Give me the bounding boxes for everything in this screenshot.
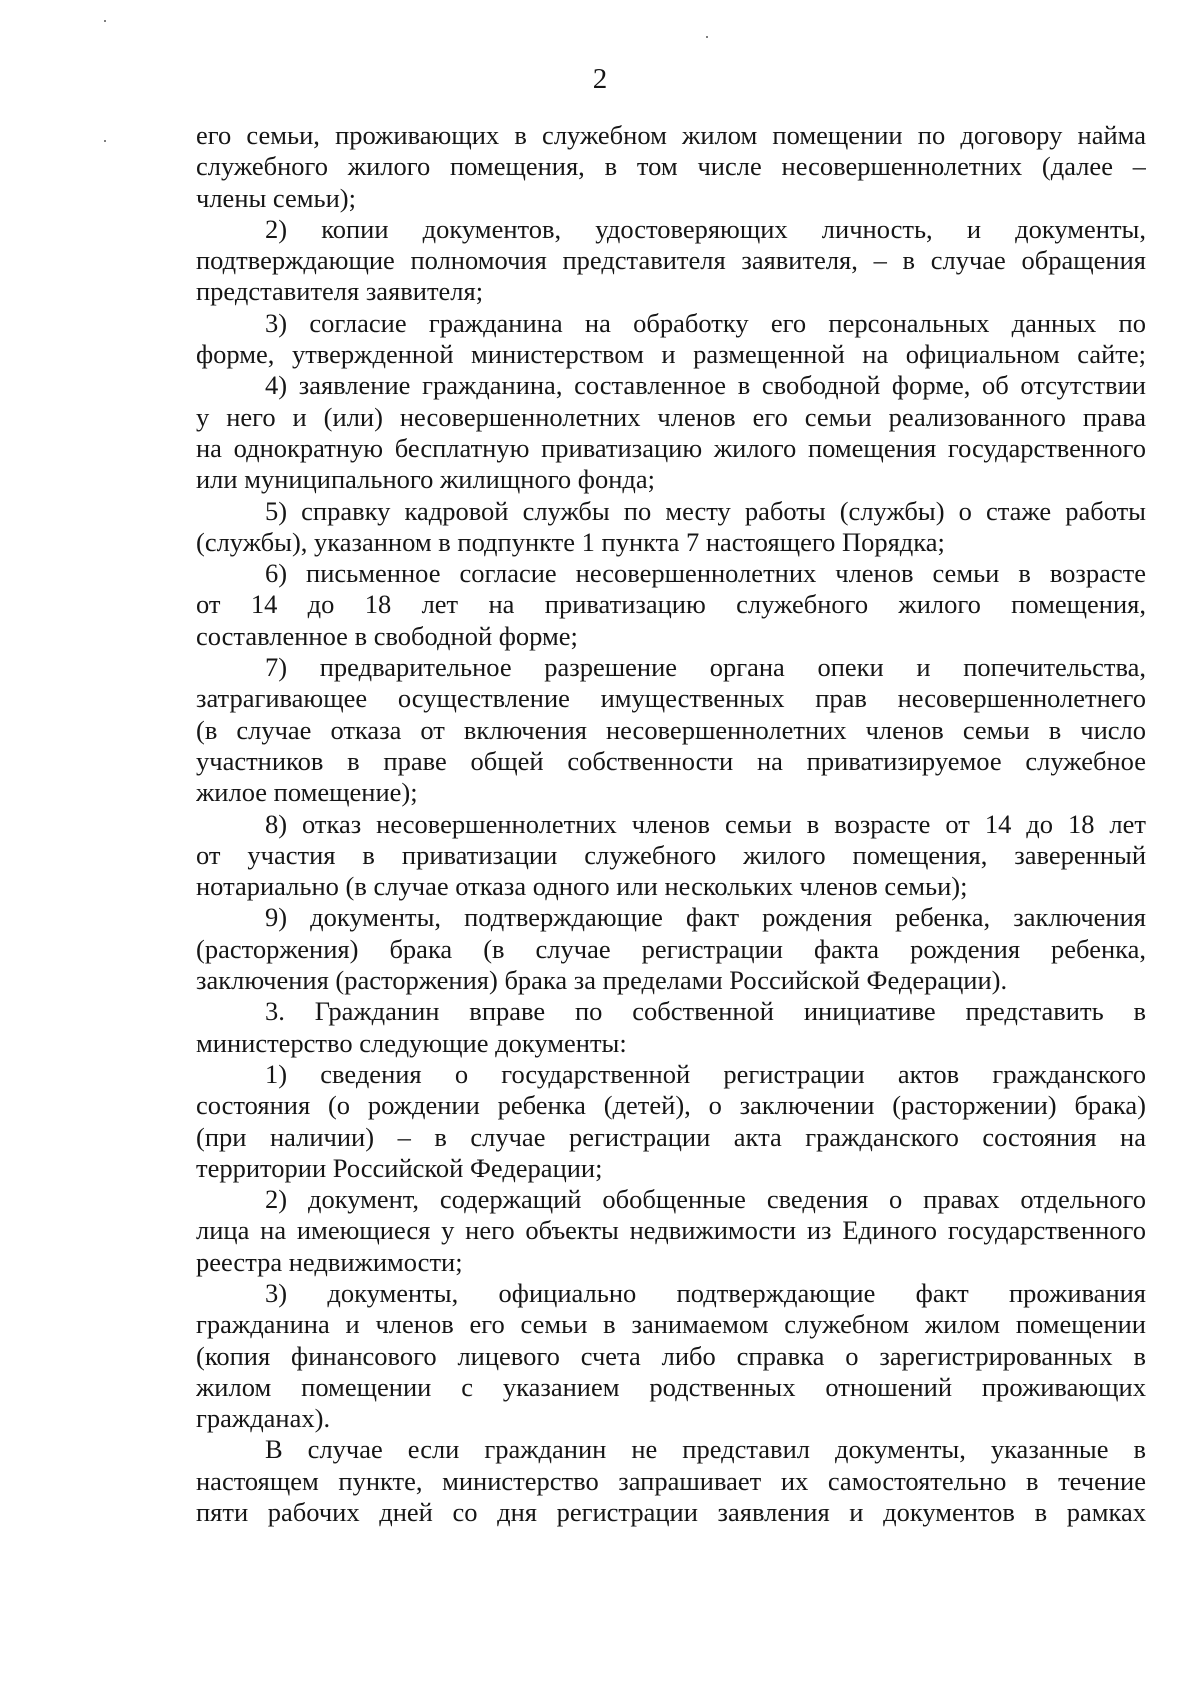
scan-speck	[706, 36, 708, 38]
text-line: его семьи, проживающих в служебном жилом помещении по договору найма	[196, 120, 1146, 150]
text-line: от участия в приватизации служебного жилого помещения, заверенный	[196, 839, 1146, 870]
text-line: жилом помещении с указанием родственных отношений проживающих	[196, 1371, 1146, 1402]
text-line: 8) отказ несовершеннолетних членов семьи в возрасте от 14 до 18 лет	[265, 808, 1146, 839]
text-line: жилое помещение);	[196, 777, 418, 808]
text-line: у него и (или) несовершеннолетних членов его семьи реализованного права	[196, 401, 1146, 432]
text-line: служебного жилого помещения, в том числе несовершеннолетних (далее –	[196, 151, 1146, 182]
text-line: члены семьи);	[196, 182, 356, 213]
text-line: составленное в свободной форме;	[196, 620, 578, 651]
text-line: подтверждающие полномочия представителя заявителя, – в случае обращения	[196, 245, 1146, 276]
text-line: гражданах).	[196, 1403, 331, 1434]
text-line: на однократную бесплатную приватизацию жилого помещения государственного	[196, 432, 1146, 463]
text-line: 1) сведения о государственной регистрации актов гражданского	[265, 1058, 1146, 1089]
text-line: (расторжения) брака (в случае регистрации факта рождения ребенка,	[196, 933, 1146, 964]
text-line: затрагивающее осуществление имущественных прав несовершеннолетнего	[196, 683, 1146, 714]
document-body	[196, 120, 1146, 1528]
text-line: пяти рабочих дней со дня регистрации заявления и документов в рамках	[196, 1497, 1146, 1528]
text-line: В случае если гражданин не представил документы, указанные в	[265, 1434, 1146, 1465]
text-line: 2) копии документов, удостоверяющих личность, и документы,	[265, 213, 1146, 244]
text-line: (при наличии) – в случае регистрации акта гражданского состояния на	[196, 1121, 1146, 1152]
text-line: 3) документы, официально подтверждающие факт проживания	[265, 1277, 1146, 1308]
text-line: настоящем пункте, министерство запрашивает их самостоятельно в течение	[196, 1465, 1146, 1496]
text-line: 5) справку кадровой службы по месту работы (службы) о стаже работы	[265, 495, 1146, 526]
text-line: территории Российской Федерации;	[196, 1152, 603, 1183]
text-line: 3. Гражданин вправе по собственной инициативе представить в	[265, 996, 1146, 1027]
text-line: (копия финансового лицевого счета либо справка о зарегистрированных в	[196, 1340, 1146, 1371]
text-line: (в случае отказа от включения несовершеннолетних членов семьи в число	[196, 714, 1146, 745]
text-line: 2) документ, содержащий обобщенные сведения о правах отдельного	[265, 1184, 1146, 1215]
text-line: 3) согласие гражданина на обработку его персональных данных по	[265, 307, 1146, 338]
text-line: (службы), указанном в подпункте 1 пункта 7 настоящего Порядка;	[196, 526, 945, 557]
text-line: нотариально (в случае отказа одного или нескольких членов семьи);	[196, 871, 968, 902]
text-line: от 14 до 18 лет на приватизацию служебного жилого помещения,	[196, 589, 1146, 620]
text-line: 4) заявление гражданина, составленное в свободной форме, об отсутствии	[265, 370, 1146, 401]
text-line: или муниципального жилищного фонда;	[196, 464, 655, 495]
text-line: реестра недвижимости;	[196, 1246, 463, 1277]
scan-speck	[104, 20, 106, 22]
page-number: 2	[592, 63, 608, 95]
text-line: 7) предварительное разрешение органа опеки и попечительства,	[265, 652, 1146, 683]
text-line: форме, утвержденной министерством и размещенной на официальном сайте;	[196, 339, 1146, 370]
text-line: лица на имеющиеся у него объекты недвижимости из Единого государственного	[196, 1215, 1146, 1246]
text-line: участников в праве общей собственности на приватизируемое служебное	[196, 745, 1146, 776]
text-line: представителя заявителя;	[196, 276, 484, 307]
text-line: гражданина и членов его семьи в занимаемом служебном жилом помещении	[196, 1309, 1146, 1340]
text-line: заключения (расторжения) брака за пределами Российской Федерации).	[196, 965, 1008, 996]
text-line: 6) письменное согласие несовершеннолетних членов семьи в возрасте	[265, 558, 1146, 589]
scan-speck	[104, 140, 106, 142]
text-line: 9) документы, подтверждающие факт рождения ребенка, заключения	[265, 902, 1146, 933]
text-line: состояния (о рождении ребенка (детей), о заключении (расторжении) брака)	[196, 1090, 1146, 1121]
text-line: министерство следующие документы:	[196, 1027, 627, 1058]
